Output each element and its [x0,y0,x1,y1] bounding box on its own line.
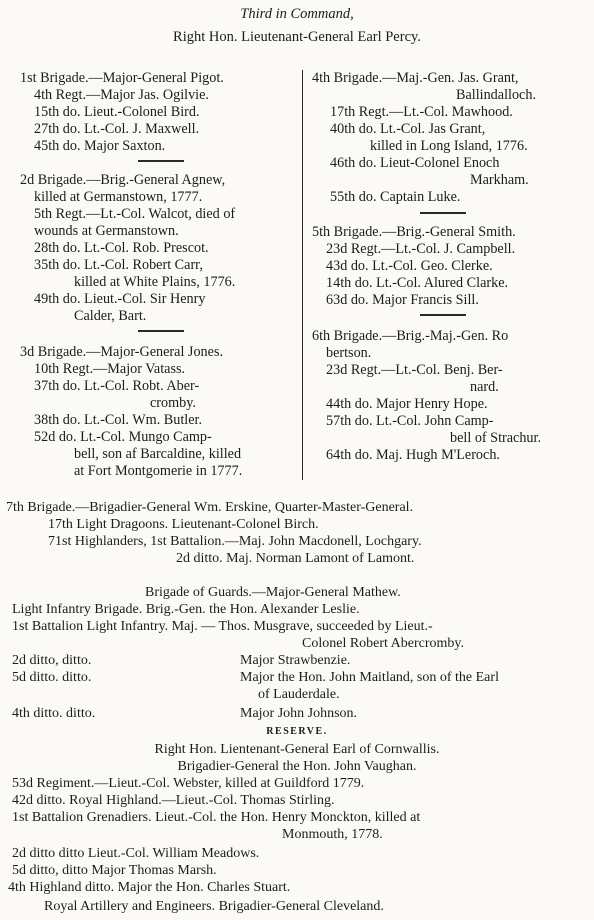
reserve-line: 1st Battalion Grenadiers. Lieut.-Col. the Hon. Henry Monckton, killed at [12,810,421,825]
brigade-1-line: 45th do. Major Saxton. [34,138,166,154]
brigade-4-line: killed in Long Island, 1776. [370,138,528,154]
brigade-2-line: 5th Regt.—Lt.-Col. Walcot, died of [34,206,236,222]
guards-line: Major Strawbenzie. [240,653,351,668]
brigade-7-line: 17th Light Dragoons. Lieutenant-Colonel Birch. [48,517,319,532]
brigade-1-line: 27th do. Lt.-Col. J. Maxwell. [34,121,200,137]
brigade-3-line: cromby. [150,395,196,411]
reserve-line: Monmouth, 1778. [282,827,383,842]
brigade-3-line: 52d do. Lt.-Col. Mungo Camp- [34,429,212,445]
reserve-line: 5d ditto, ditto Major Thomas Marsh. [12,863,217,878]
divider [420,212,466,214]
reserve-line: Royal Artillery and Engineers. Brigadier-General Cleveland. [44,899,384,914]
brigade-7-line: 71st Highlanders, 1st Battalion.—Maj. John Macdonell, Lochgary. [48,534,422,549]
brigade-6-line: 44th do. Major Henry Hope. [326,396,488,412]
brigade-2-line: 35th do. Lt.-Col. Robert Carr, [34,257,203,273]
brigade-2-line: killed at White Plains, 1776. [74,274,236,290]
brigade-7-line: 2d ditto. Maj. Norman Lamont of Lamont. [176,551,415,566]
guards-line: Light Infantry Brigade. Brig.-Gen. the Hon. Alexander Leslie. [12,602,360,617]
reserve-label: RESERVE. [266,726,328,737]
brigade-4-line: Markham. [470,172,529,188]
guards-line: Major John Johnson. [240,706,358,721]
column-divider [302,70,303,480]
guards-line: 1st Battalion Light Infantry. Maj. — Thos. Musgrave, succeeded by Lieut.- [12,619,433,634]
guards-line: Major the Hon. John Maitland, son of the Earl [240,670,499,685]
brigade-2-line: Calder, Bart. [74,308,147,324]
brigade-3-line: 38th do. Lt.-Col. Wm. Butler. [34,412,203,428]
brigade-4-line: 55th do. Captain Luke. [330,189,461,205]
brigade-3-heading: 3d Brigade.—Major-General Jones. [20,344,224,360]
brigade-4-line: 40th do. Lt.-Col. Jas Grant, [330,121,486,137]
guards-line: Colonel Robert Abercromby. [302,636,465,651]
divider [420,314,466,316]
brigade-3-line: at Fort Montgomerie in 1777. [74,463,243,479]
reserve-line: 53d Regiment.—Lieut.-Col. Webster, killed at Guildford 1779. [12,776,365,791]
brigade-4-heading: 4th Brigade.—Maj.-Gen. Jas. Grant, [312,70,519,86]
guards-line: of Lauderdale. [258,687,340,702]
reserve-line: Right Hon. Lientenant-General Earl of Cornwallis. [154,742,440,757]
reserve-line: 4th Highland ditto. Major the Hon. Charles Stuart. [8,880,291,895]
brigade-6-line: 23d Regt.—Lt.-Col. Benj. Ber- [326,362,503,378]
section-subtitle: Right Hon. Lieutenant-General Earl Percy. [173,29,421,45]
section-title: Third in Command, [240,6,354,22]
guards-heading: Brigade of Guards.—Major-General Mathew. [145,585,401,600]
brigade-6-line: 57th do. Lt.-Col. John Camp- [326,413,494,429]
brigade-5-line: 63d do. Major Francis Sill. [326,292,479,308]
brigade-2-line: killed at Germanstown, 1777. [34,189,203,205]
brigade-6-line: bell of Strachur. [450,430,542,446]
divider [138,160,184,162]
brigade-5-line: 23d Regt.—Lt.-Col. J. Campbell. [326,241,516,257]
brigade-4-line: 17th Regt.—Lt.-Col. Mawhood. [330,104,513,120]
reserve-line: 42d ditto. Royal Highland.—Lieut.-Col. Thomas Stirling. [12,793,335,808]
brigade-5-line: 43d do. Lt.-Col. Geo. Clerke. [326,258,493,274]
brigade-5-heading: 5th Brigade.—Brig.-General Smith. [312,224,516,240]
guards-line: 4th ditto. ditto. [12,706,96,721]
brigade-3-line: bell, son af Barcaldine, killed [74,446,242,462]
brigade-6-line: 64th do. Maj. Hugh M'Leroch. [326,447,500,463]
brigade-7-heading: 7th Brigade.—Brigadier-General Wm. Erskine, Quarter-Master-General. [6,500,414,515]
brigade-4-line: Ballindalloch. [456,87,536,103]
brigade-1-line: 15th do. Lieut.-Colonel Bird. [34,104,200,120]
brigade-2-line: wounds at Germanstown. [34,223,179,239]
brigade-1-heading: 1st Brigade.—Major-General Pigot. [20,70,224,86]
brigade-2-line: 28th do. Lt.-Col. Rob. Prescot. [34,240,209,256]
guards-line: 5d ditto. ditto. [12,670,92,685]
brigade-1-line: 4th Regt.—Major Jas. Ogilvie. [34,87,209,103]
brigade-6-line: bertson. [326,345,372,361]
brigade-6-line: nard. [470,379,499,395]
brigade-6-heading: 6th Brigade.—Brig.-Maj.-Gen. Ro [312,328,509,344]
brigade-4-line: 46th do. Lieut-Colonel Enoch [330,155,500,171]
reserve-line: Brigadier-General the Hon. John Vaughan. [177,759,417,774]
brigade-2-heading: 2d Brigade.—Brig.-General Agnew, [20,172,226,188]
brigade-2-line: 49th do. Lieut.-Col. Sir Henry [34,291,206,307]
reserve-line: 2d ditto ditto Lieut.-Col. William Meadows. [12,846,260,861]
brigade-3-line: 10th Regt.—Major Vatass. [34,361,186,377]
brigade-5-line: 14th do. Lt.-Col. Alured Clarke. [326,275,509,291]
brigade-3-line: 37th do. Lt.-Col. Robt. Aber- [34,378,200,394]
guards-line: 2d ditto, ditto. [12,653,92,668]
divider [138,330,184,332]
